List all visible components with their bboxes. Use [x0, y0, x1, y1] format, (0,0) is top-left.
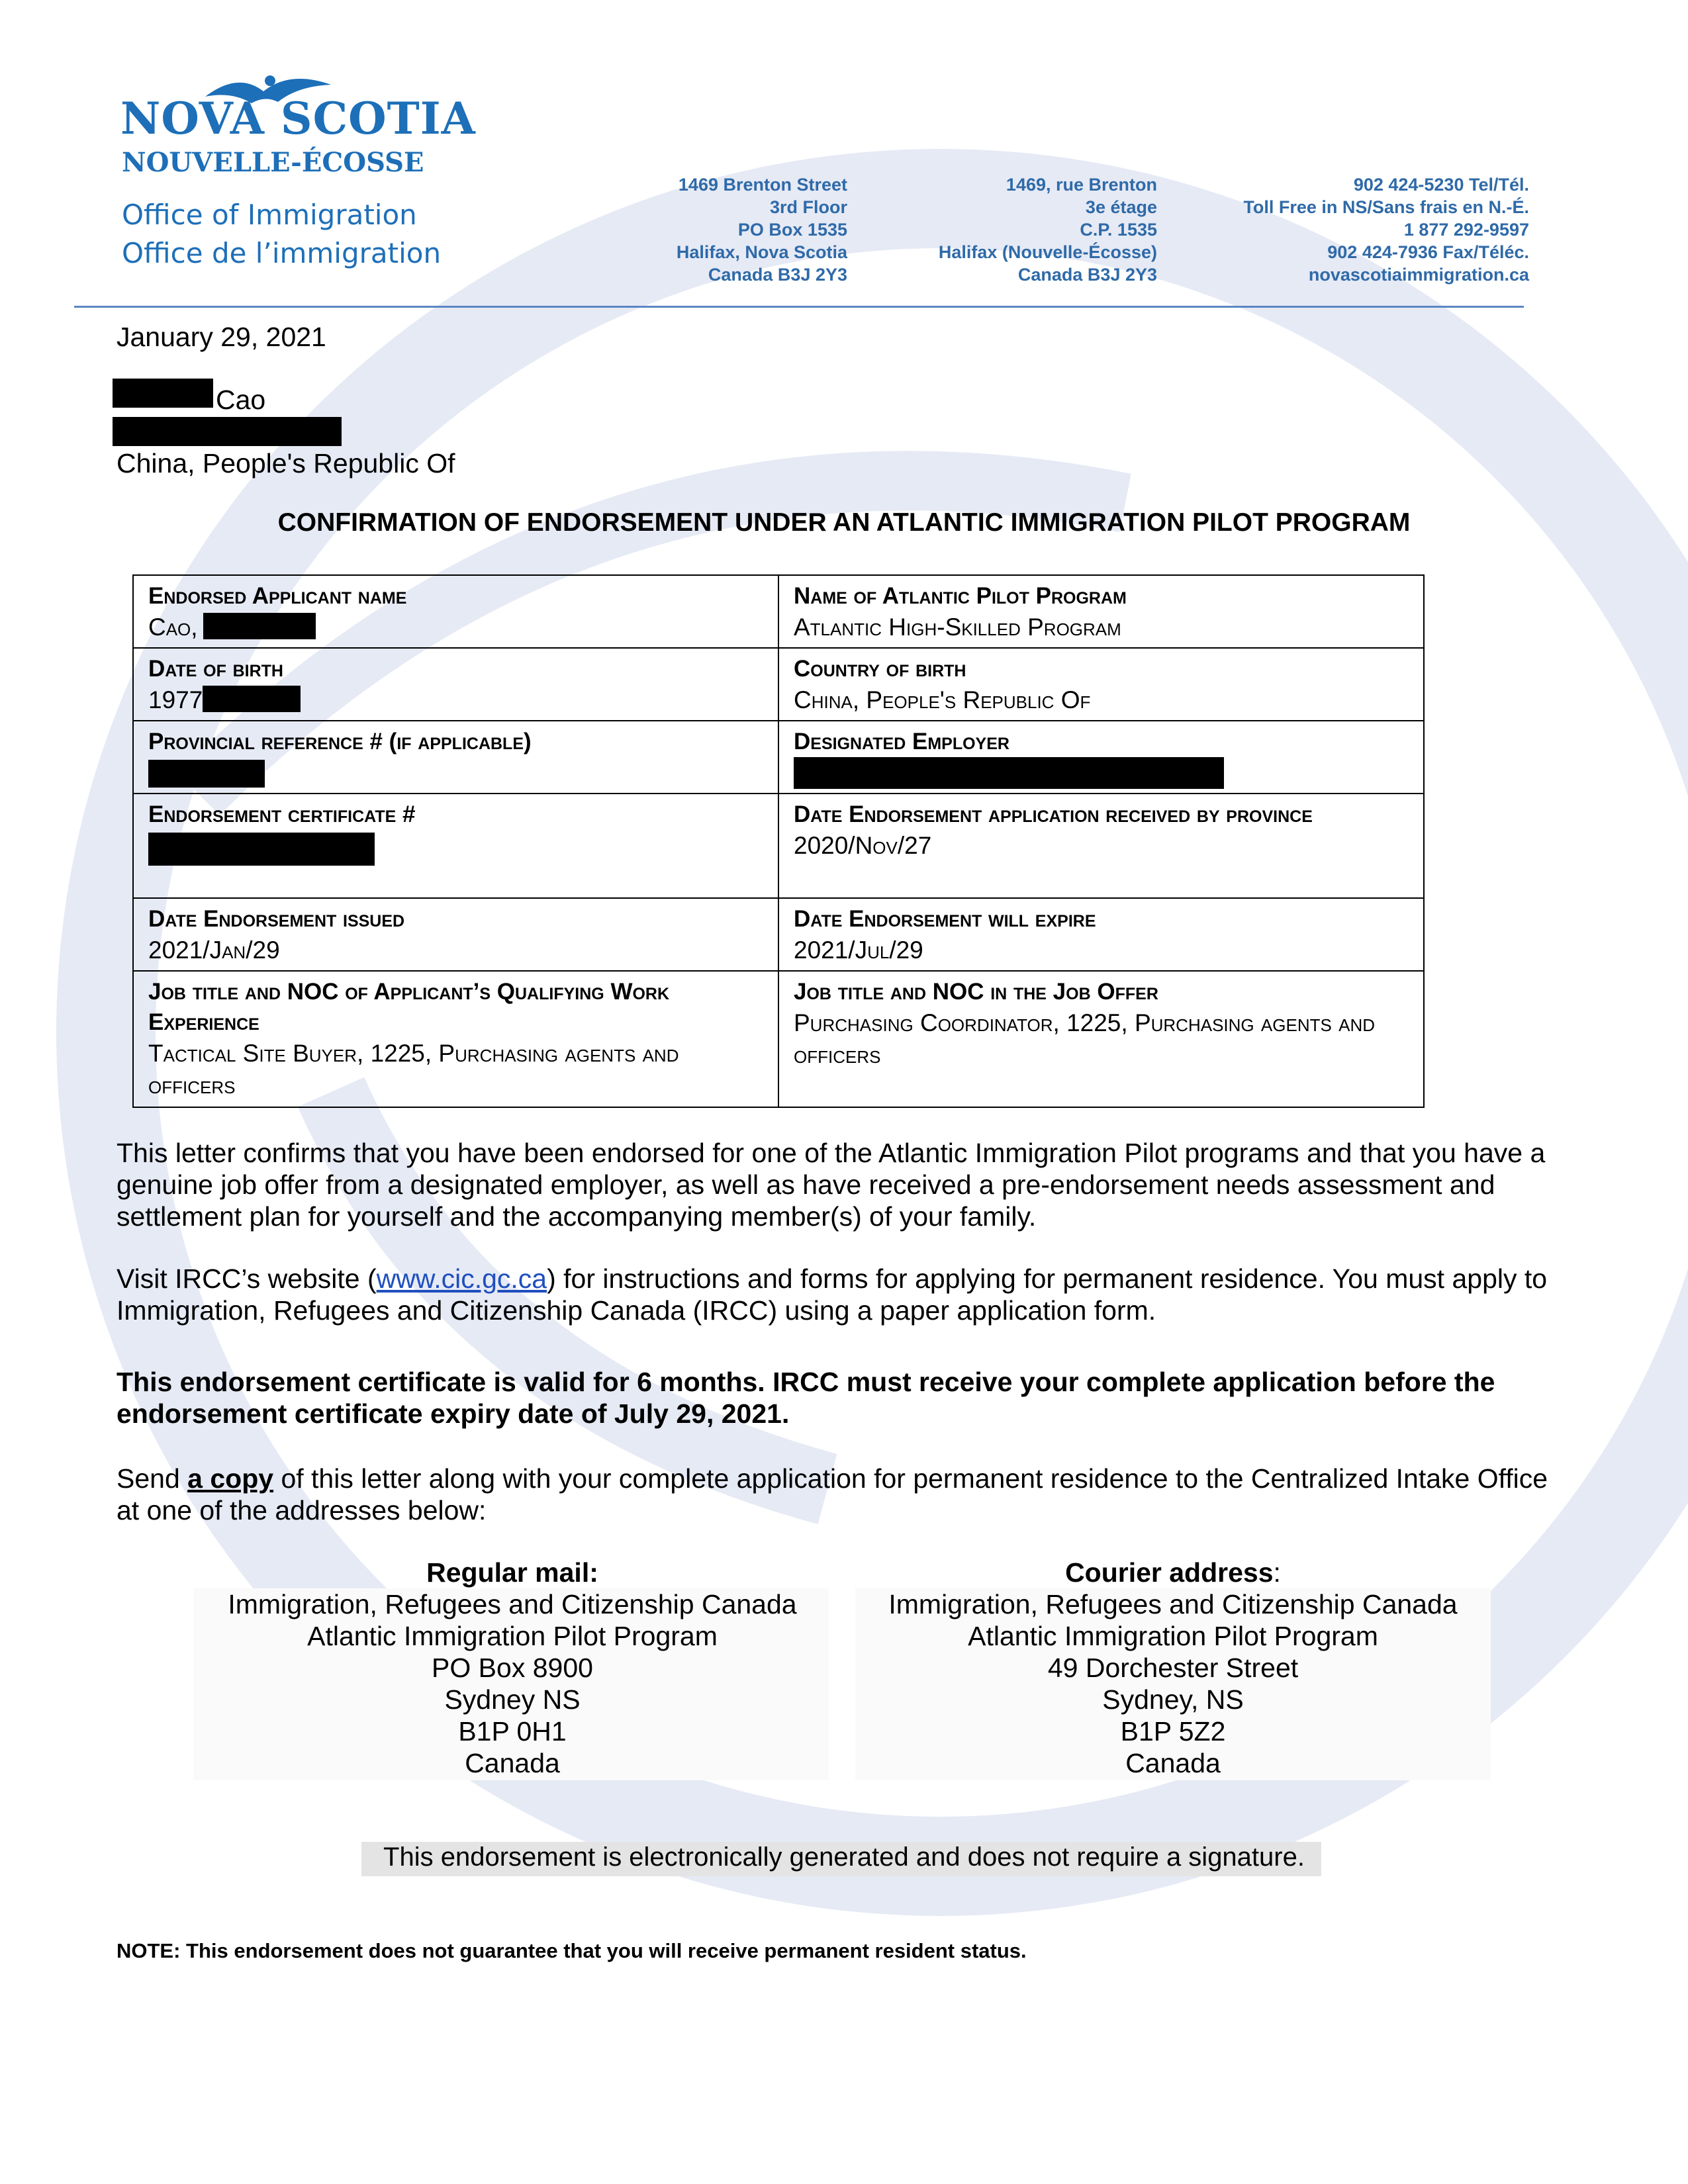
header-divider [74, 306, 1524, 308]
expiry-date-value: 2021/Jul/29 [794, 936, 923, 964]
received-date-value: 2020/Nov/27 [794, 832, 932, 859]
letter-title: CONFIRMATION OF ENDORSEMENT UNDER AN ATLANTIC IMMIGRATION PILOT PROGRAM [277, 508, 1411, 537]
table-row [133, 648, 1424, 721]
table-cell [133, 898, 778, 971]
logo-subtitle: NOUVELLE-ÉCOSSE [122, 147, 424, 178]
logo-title: NOVA SCOTIA [120, 93, 476, 144]
logo-office-en: Office of Immigration [122, 199, 417, 231]
address-french: 1469, rue Brenton 3e étage C.P. 1535 Halifax (Nouvelle-Écosse) Canada B3J 2Y3 [938, 175, 1157, 285]
table-row [133, 794, 1424, 898]
program-name-value: Atlantic High-Skilled Program [794, 614, 1121, 641]
applicant-name-value: Cao, [148, 612, 763, 643]
redaction-certificate-number [148, 833, 375, 866]
regular-mail-address: Regular mail: Immigration, Refugees and Citizenship Canada Atlantic Immigration Pilot Program PO Box 8900 Sydney NS B1P 0H1 Canada [195, 1557, 830, 1779]
offer-job-label: Job title and NOC in the Job Offer [794, 979, 1158, 1005]
qualifying-job-label: Job title and NOC of Applicant’s Qualifying Work Experience [148, 979, 670, 1035]
recipient-surname: Cao [216, 385, 266, 415]
received-date-label: Date Endorsement application received by province [794, 801, 1313, 827]
applicant-name-label: Endorsed Applicant name [148, 583, 407, 609]
contact-info: 902 424-5230 Tel/Tél. Toll Free in NS/Sans frais en N.-É. 1 877 292-9597 902 424-7936 Fax/Téléc. novascotiaimmigration.ca [1243, 175, 1529, 285]
signature-note: This endorsement is electronically generated and does not require a signature. [383, 1843, 1305, 1872]
courier-address: Courier address: Immigration, Refugees and Citizenship Canada Atlantic Immigration Pilot Program 49 Dorchester Street Sydney, NS B1P 5Z2 Canada [855, 1557, 1491, 1779]
issued-date-value: 2021/Jan/29 [148, 936, 280, 964]
recipient-country: China, People's Republic Of [117, 448, 455, 478]
designated-employer-label: Designated Employer [794, 729, 1009, 754]
expiry-date-label: Date Endorsement will expire [794, 906, 1096, 932]
table-cell [133, 794, 778, 898]
table-row [133, 971, 1424, 1107]
paragraph-validity: This endorsement certificate is valid for 6 months. IRCC must receive your complete application before the endorsement certificate expiry date of July 29, 2021. [117, 1367, 1495, 1429]
table-cell [133, 971, 778, 1107]
table-cell [133, 648, 778, 721]
redaction-dob [203, 686, 301, 712]
table-cell [778, 575, 1424, 648]
table-row [133, 898, 1424, 971]
redaction-address [113, 417, 342, 446]
regular-mail-heading: Regular mail: [426, 1557, 598, 1588]
redaction-employer [794, 757, 1224, 789]
provincial-ref-label: Provincial reference # (if applicable) [148, 729, 532, 754]
table-row [133, 575, 1424, 648]
courier-heading: Courier address: [1065, 1557, 1281, 1588]
dob-value: 1977 [148, 684, 763, 716]
table-row [133, 721, 1424, 794]
redaction-given-name [203, 613, 316, 639]
table-cell [778, 971, 1424, 1107]
paragraph-confirmation: This letter confirms that you have been endorsed for one of the Atlantic Immigration Pilot programs and that you have a genuine job offer from a designated employer, as well as have received a pre-endorsement needs assessment and settlement plan for yourself and the accompanying member(s) of your family. [117, 1138, 1546, 1232]
letter-date: January 29, 2021 [117, 322, 326, 352]
endorsement-table [132, 574, 1425, 1108]
certificate-number-label: Endorsement certificate # [148, 801, 416, 827]
ircc-website-link[interactable]: www.cic.gc.ca [376, 1263, 547, 1294]
table-cell [133, 721, 778, 794]
dob-label: Date of birth [148, 656, 283, 682]
table-cell [778, 794, 1424, 898]
pr-status-note: NOTE: This endorsement does not guarantee that you will receive permanent resident status. [117, 1939, 1027, 1962]
address-english: 1469 Brenton Street 3rd Floor PO Box 1535 Halifax, Nova Scotia Canada B3J 2Y3 [676, 175, 847, 285]
logo-office-fr: Office de l’immigration [122, 237, 442, 269]
paragraph-send-copy: Send a copy of this letter along with your complete application for permanent residence to the Centralized Intake Office at one of the addresses below: [117, 1463, 1548, 1525]
offer-job-value: Purchasing Coordinator, 1225, Purchasing agents and officers [794, 1009, 1375, 1068]
paragraph-ircc-website: Visit IRCC’s website (www.cic.gc.ca) for instructions and forms for applying for permanent residence. You must apply to Immigration, Refugees and Citizenship Canada (IRCC) using a paper application form. [117, 1263, 1548, 1326]
issued-date-label: Date Endorsement issued [148, 906, 405, 932]
qualifying-job-value: Tactical Site Buyer, 1225, Purchasing agents and officers [148, 1040, 679, 1099]
country-birth-value: China, People's Republic Of [794, 686, 1091, 713]
table-cell [778, 721, 1424, 794]
table-cell [778, 648, 1424, 721]
redaction-first-name [113, 379, 213, 408]
table-cell [778, 898, 1424, 971]
country-birth-label: Country of birth [794, 656, 966, 682]
redaction-provincial-ref [148, 760, 265, 788]
table-cell [133, 575, 778, 648]
program-name-label: Name of Atlantic Pilot Program [794, 583, 1127, 609]
